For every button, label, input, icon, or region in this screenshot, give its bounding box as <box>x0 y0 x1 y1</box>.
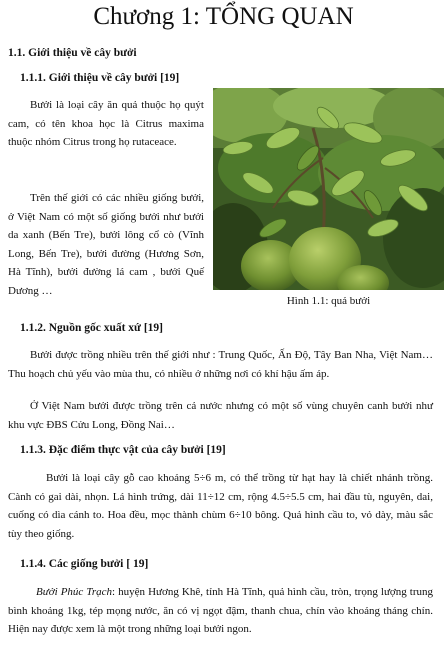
paragraph-origin-1: Bưởi được trồng nhiều trên thế giới như : Trung Quốc, Ấn Độ, Tây Ban Nha, Việt Nam… Thu hoạch chủ yếu vào mùa thu, có nhiều ở những nơi có khí hậu ấm áp. <box>8 349 433 380</box>
section-heading-1-1: 1.1. Giới thiệu về cây bưởi <box>8 47 137 59</box>
figure-caption: Hình 1.1: quả bưởi <box>286 295 371 307</box>
section-heading-1-1-2: 1.1.2. Nguồn gốc xuất xứ [19] <box>20 322 163 334</box>
section-heading-1-1-1: 1.1.1. Giới thiệu về cây bưởi [19] <box>20 72 180 84</box>
paragraph-botany: Bưởi là loại cây gỗ cao khoảng 5÷6 m, có thể trồng từ hạt hay là chiết nhánh trồng. Cành có gai dài, nhọn. Lá hình trứng, dài 11÷12 cm, rộng 4.5÷5.5 cm, hai đầu tù, nguyên, dai, cuống có dìa cánh to. Hoa đều, mọc thành chùm 6÷10 bông. Quả hình cầu to, vỏ dày, màu sắc tùy theo giống. <box>8 472 433 540</box>
paragraph-variety <box>8 583 433 639</box>
paragraph-origin-2: Ở Việt Nam bưởi được trồng trên cả nước nhưng có một số vùng chuyên canh bưởi như khu vực ĐBS Cửu Long, Đồng Nai… <box>8 400 433 431</box>
variety-name: Bưởi Phúc Trạch <box>36 586 113 598</box>
variety-description: : huyện Hương Khê, tỉnh Hà Tĩnh, quả hình cầu, tròn, trọng lượng trung bình khoảng 1kg, tép mọng nước, ăn có vị ngọt đậm, thanh chua, chín vào khoảng tháng chín. Hiện nay được xem là một trong những loại bưởi ngon. <box>8 586 434 636</box>
chapter-title: Chương 1: TỔNG QUAN <box>93 3 354 30</box>
paragraph-intro-1: Bưởi là loại cây ăn quả thuộc họ quýt cam, có tên khoa học là Citrus maxima thuộc nhóm Citrus trong họ rutaceace. <box>8 99 204 149</box>
pomelo-photo <box>213 88 444 290</box>
section-heading-1-1-3: 1.1.3. Đặc điểm thực vật của cây bưởi [19] <box>20 444 226 456</box>
paragraph-intro-2: Trên thế giới có các nhiều giống bưởi, ở Việt Nam có một số giống bưởi như bưởi da xanh (Bến Tre), bưởi lông cổ cò (Vĩnh Long, Bến Tre), bưởi đường (Hương Sơn, Hà Tĩnh), bưởi đường lá cam , bưởi Quế Dương … <box>8 192 204 297</box>
section-heading-1-1-4: 1.1.4. Các giống bưởi [ 19] <box>20 558 149 570</box>
